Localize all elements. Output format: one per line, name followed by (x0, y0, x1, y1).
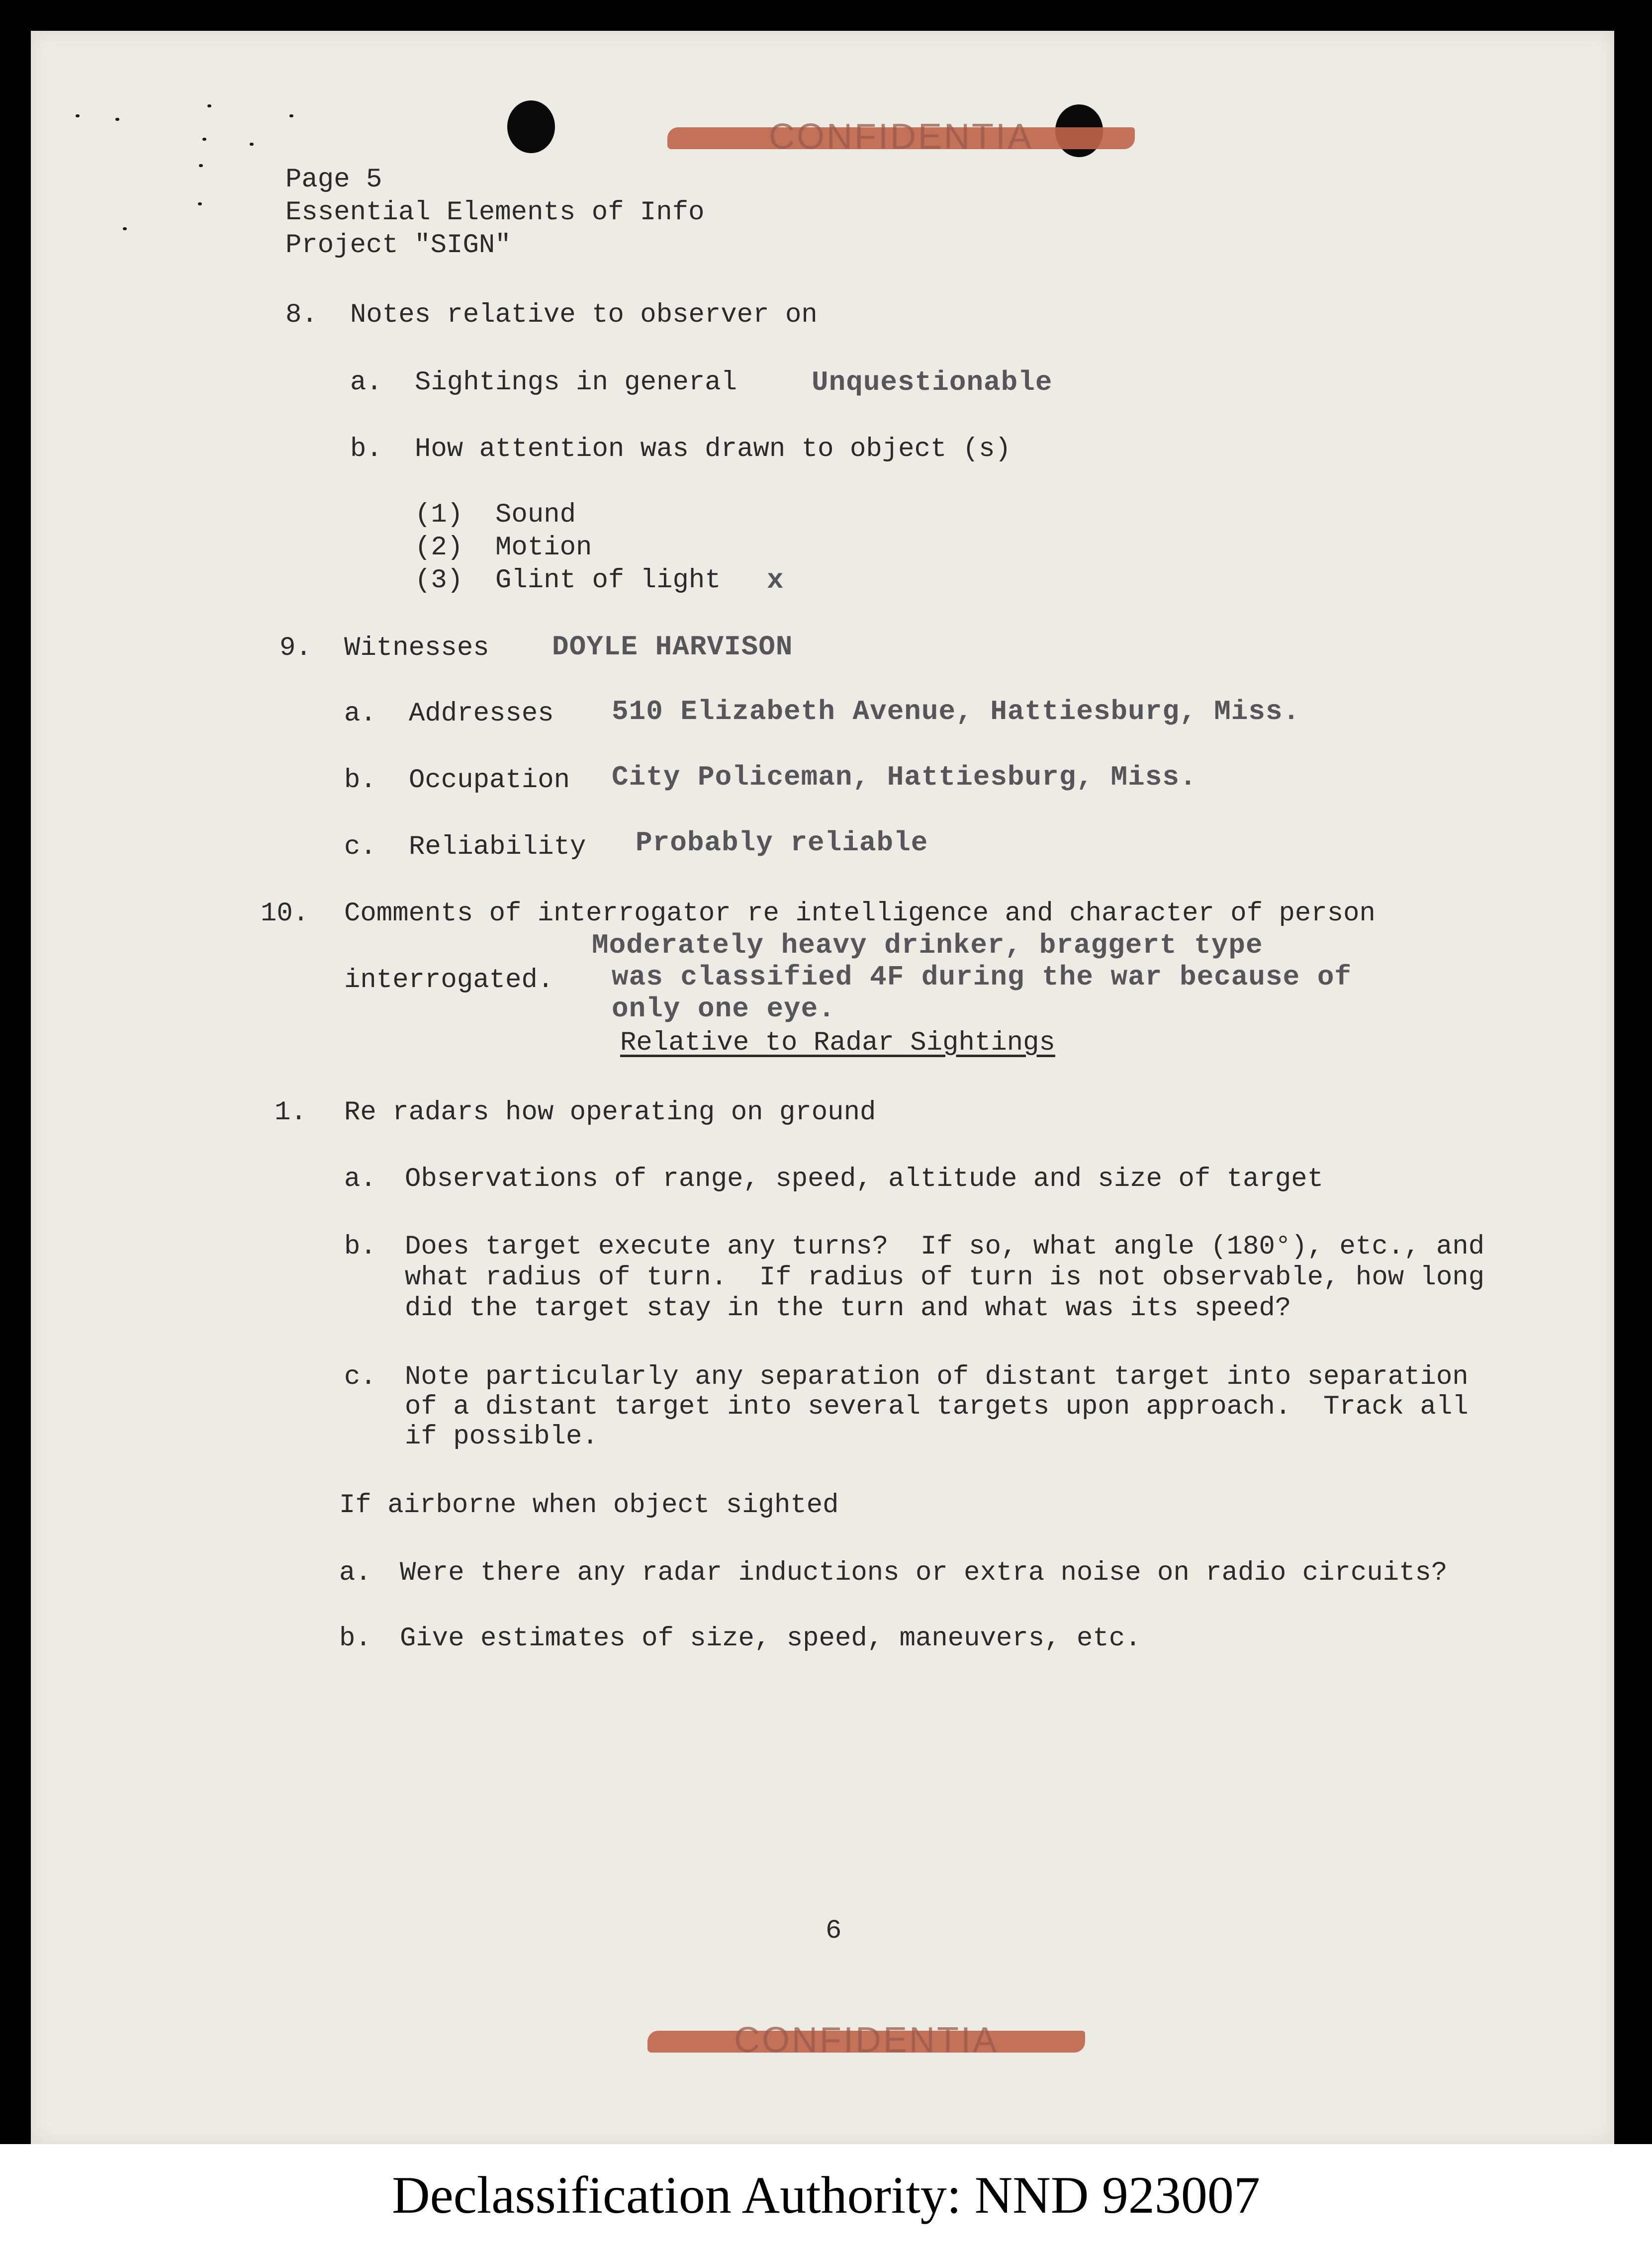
item-title: Re radars how operating on ground (344, 1097, 876, 1128)
paper-speck (198, 202, 202, 205)
option-check-mark: x (767, 564, 784, 596)
document-subject: Essential Elements of Info (285, 197, 705, 228)
item-number: 8. (285, 300, 318, 330)
item-text: Observations of range, speed, altitude and size of target (405, 1164, 1324, 1194)
paper-speck (199, 164, 203, 167)
item-text: what radius of turn. If radius of turn is not observable, how long (405, 1262, 1485, 1293)
sub-label: a. (344, 1164, 376, 1194)
punch-hole-left (507, 100, 555, 153)
paper-speck (207, 104, 211, 107)
paper-speck (123, 227, 127, 230)
field-label: Occupation (409, 765, 570, 796)
field-answer: Unquestionable (812, 366, 1053, 398)
sub-label: a. (344, 699, 376, 729)
stamp-text: CONFIDENTIA (768, 117, 1033, 157)
field-answer: Probably reliable (636, 827, 928, 859)
sub-label: b. (350, 434, 382, 464)
sub-label: a. (339, 1558, 371, 1588)
paper-speck (76, 114, 80, 117)
item-number: 1. (275, 1097, 307, 1128)
stamp-text: CONFIDENTIA (734, 2020, 999, 2060)
sub-label: a. (350, 367, 382, 398)
item-text: Does target execute any turns? If so, what angle (180°), etc., and (405, 1232, 1485, 1262)
option-item: (3) Glint of light (415, 565, 721, 596)
sub-label: b. (344, 765, 376, 796)
item-text: if possible. (405, 1422, 598, 1452)
footer-bar (0, 2144, 1652, 2250)
section-heading: Relative to Radar Sightings (620, 1028, 1055, 1058)
field-label: Reliability (409, 832, 586, 862)
sub-label: c. (344, 1362, 376, 1392)
project-name: Project "SIGN" (285, 230, 511, 261)
item-title: If airborne when object sighted (339, 1490, 839, 1521)
field-label: How attention was drawn to object (s) (415, 434, 1011, 464)
paper-speck (202, 138, 206, 141)
item-text: Comments of interrogator re intelligence and character of person (344, 899, 1376, 929)
item-number: 9. (279, 633, 312, 663)
item-text: of a distant target into several targets upon approach. Track all (405, 1392, 1468, 1422)
paper-speck (115, 118, 119, 121)
sub-label: b. (344, 1232, 376, 1262)
item-text: Give estimates of size, speed, maneuvers, etc. (400, 1623, 1141, 1654)
confidential-stamp-bottom (647, 2020, 1085, 2060)
paper-speck (289, 114, 293, 117)
confidential-stamp-top (667, 116, 1135, 157)
document-page (31, 31, 1614, 2144)
option-item: (2) Motion (415, 533, 592, 563)
item-title: Witnesses (344, 633, 489, 663)
field-label: Addresses (409, 699, 554, 729)
item-number: 10. (261, 899, 309, 929)
interrogator-comment: Moderately heavy drinker, braggert type (592, 929, 1263, 961)
page-label: Page 5 (285, 165, 382, 195)
field-answer: 510 Elizabeth Avenue, Hattiesburg, Miss. (612, 696, 1300, 727)
declassification-authority: Declassification Authority: NND 923007 (392, 2166, 1260, 2224)
item-title: Notes relative to observer on (350, 300, 818, 330)
option-item: (1) Sound (415, 500, 576, 530)
item-text: Were there any radar inductions or extra noise on radio circuits? (400, 1558, 1448, 1588)
field-label: Sightings in general (415, 367, 737, 398)
field-answer: City Policeman, Hattiesburg, Miss. (612, 761, 1197, 793)
interrogator-comment: was classified 4F during the war because of (612, 961, 1352, 993)
item-text: interrogated. (344, 965, 554, 995)
sub-label: b. (339, 1623, 371, 1654)
item-text: Note particularly any separation of distant target into separation (405, 1362, 1468, 1392)
paper-speck (250, 143, 254, 146)
interrogator-comment: only one eye. (612, 993, 835, 1025)
sub-label: c. (344, 832, 376, 862)
page-number: 6 (826, 1916, 842, 1946)
witness-name: DOYLE HARVISON (552, 631, 793, 663)
item-text: did the target stay in the turn and what was its speed? (405, 1293, 1291, 1324)
